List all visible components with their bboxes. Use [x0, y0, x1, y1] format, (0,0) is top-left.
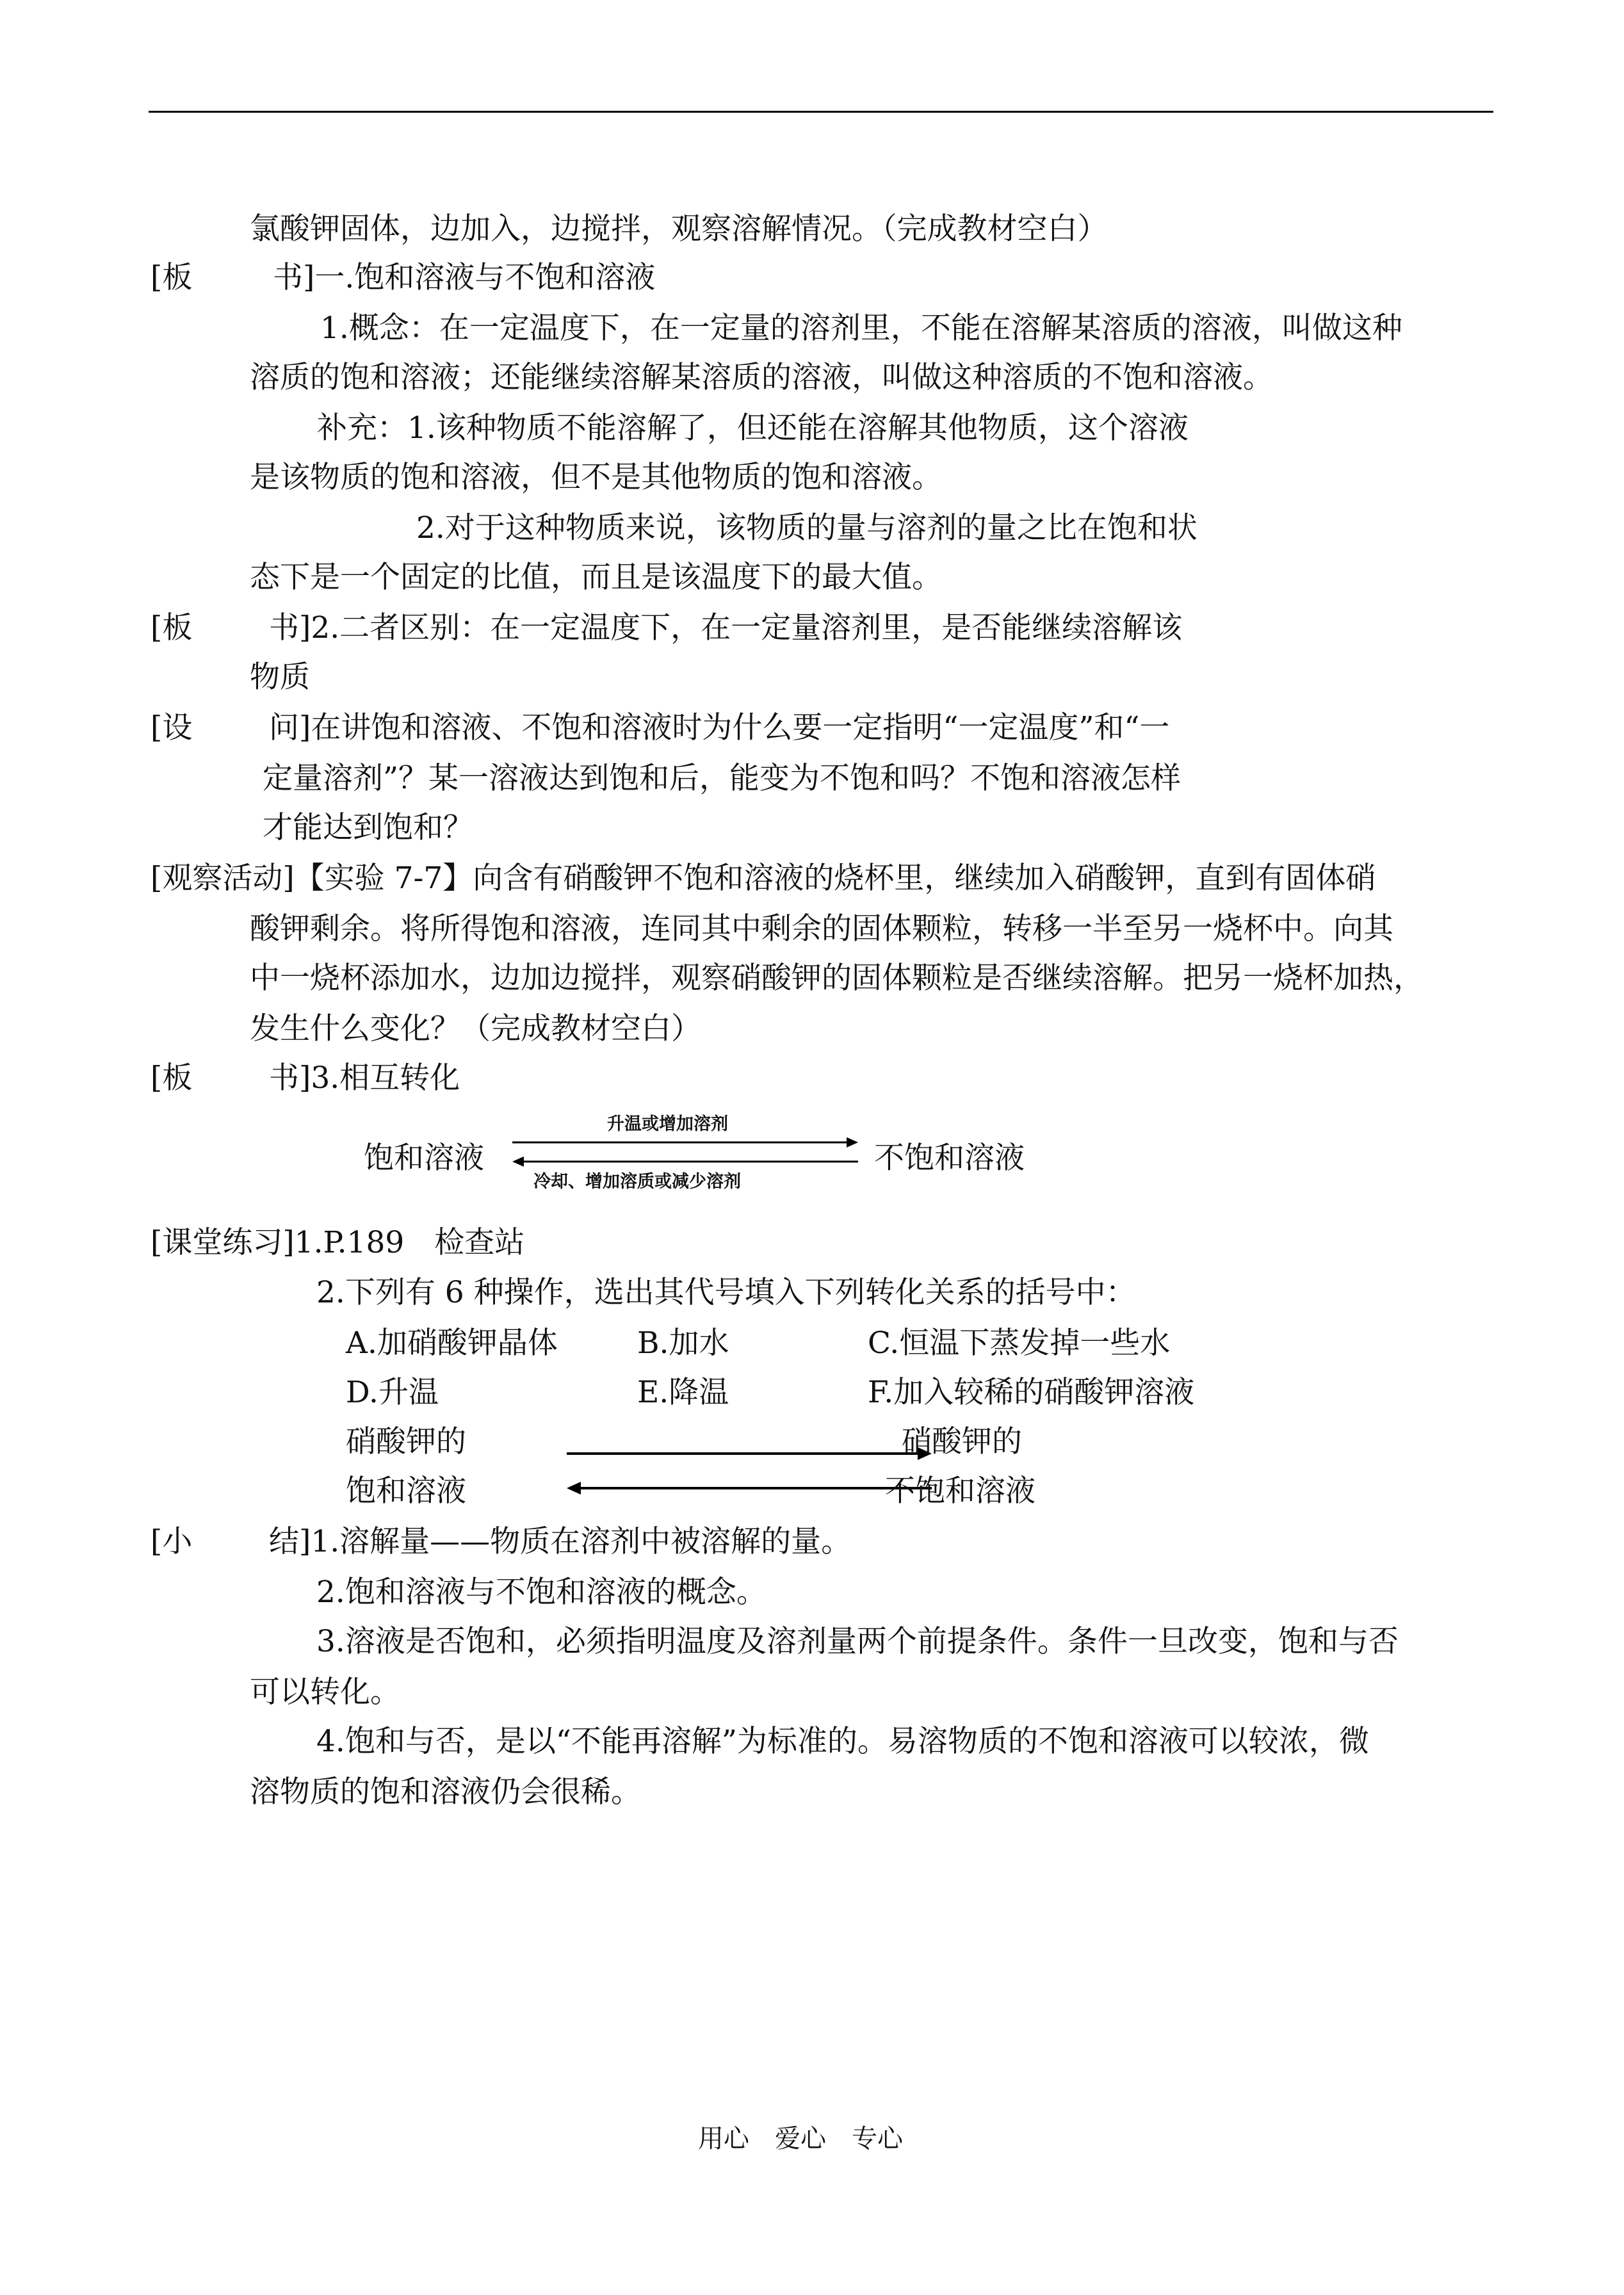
text-line: 可以转化。 [250, 1675, 400, 1710]
option-c: C.恒温下蒸发掉一些水 [868, 1326, 1171, 1361]
option-e: E.降温 [637, 1375, 729, 1410]
page-footer: 用心 爱心 专心 [698, 2124, 903, 2153]
text-line: 书]3.相互转化 [269, 1060, 460, 1096]
option-a: A.加硝酸钾晶体 [346, 1326, 558, 1361]
text-line: 酸钾剩余。将所得饱和溶液，连同其中剩余的固体颗粒，转移一半至另一烧杯中。向其 [250, 911, 1393, 946]
backward-condition-label: 冷却、增加溶质或减少溶剂 [533, 1172, 741, 1192]
text-line: 才能达到饱和？ [263, 810, 473, 845]
text-line: [课堂练习]1.P.189 检查站 [150, 1225, 525, 1260]
saturated-solution-label: 饱和溶液 [364, 1140, 484, 1176]
text-line: 溶质的饱和溶液；还能继续溶解某溶质的溶液，叫做这种溶质的不饱和溶液。 [250, 360, 1273, 395]
text-line: 问]在讲饱和溶液、不饱和溶液时为什么要一定指明“一定温度”和“一 [269, 710, 1170, 745]
option-b: B.加水 [637, 1326, 729, 1361]
text-line: 1.概念：在一定温度下，在一定量的溶剂里，不能在溶解某溶质的溶液，叫做这种 [320, 311, 1402, 346]
text-line: 结]1.溶解量——物质在溶剂中被溶解的量。 [269, 1524, 852, 1559]
section-tag: [板 [150, 610, 193, 645]
text-line: 发生什么变化？（完成教材空白） [250, 1011, 701, 1046]
text-line: 2.饱和溶液与不饱和溶液的概念。 [316, 1575, 767, 1610]
exercise-arrows [567, 1446, 932, 1497]
text-line: 定量溶剂”？某一溶液达到饱和后，能变为不饱和吗？不饱和溶液怎样 [263, 761, 1181, 796]
section-heading: 书]一.饱和溶液与不饱和溶液 [273, 260, 656, 295]
text-line: 4.饱和与否，是以“不能再溶解”为标准的。易溶物质的不饱和溶液可以较浓，微 [316, 1724, 1369, 1759]
text-line: 是该物质的饱和溶液，但不是其他物质的饱和溶液。 [250, 460, 942, 495]
section-tag: [板 [150, 260, 193, 295]
text-line: 溶物质的饱和溶液仍会很稀。 [250, 1774, 641, 1810]
text-line: 书]2.二者区别：在一定温度下，在一定量溶剂里，是否能继续溶解该 [269, 610, 1183, 645]
text-line: 氯酸钾固体，边加入，边搅拌，观察溶解情况。（完成教材空白） [250, 211, 1108, 247]
text-line: 态下是一个固定的比值，而且是该温度下的最大值。 [250, 560, 942, 595]
text-line: 2.下列有 6 种操作，选出其代号填入下列转化关系的括号中： [316, 1275, 1136, 1310]
header-rule [149, 111, 1493, 113]
conversion-arrows [512, 1136, 858, 1168]
forward-condition-label: 升温或增加溶剂 [607, 1114, 728, 1134]
section-tag: [小 [150, 1524, 193, 1559]
text-line: 物质 [250, 660, 310, 695]
option-f: F.加入较稀的硝酸钾溶液 [868, 1375, 1195, 1410]
text-line: 2.对于这种物质来说，该物质的量与溶剂的量之比在饱和状 [416, 510, 1198, 546]
section-tag: [设 [150, 710, 193, 745]
text-line: 补充：1.该种物质不能溶解了，但还能在溶解其他物质，这个溶液 [317, 410, 1189, 446]
text-line: [观察活动]【实验 7-7】向含有硝酸钾不饱和溶液的烧杯里，继续加入硝酸钾，直到有固体硝 [150, 861, 1376, 896]
text-line: 中一烧杯添加水，边加边搅拌，观察硝酸钾的固体颗粒是否继续溶解。把另一烧杯加热， [250, 961, 1424, 996]
exercise-left-bottom: 饱和溶液 [346, 1473, 466, 1509]
exercise-right-bottom: 不饱和溶液 [885, 1473, 1035, 1509]
section-tag: [板 [150, 1060, 193, 1096]
unsaturated-solution-label: 不饱和溶液 [874, 1140, 1025, 1176]
exercise-right-top: 硝酸钾的 [902, 1424, 1022, 1459]
exercise-left-top: 硝酸钾的 [346, 1424, 466, 1459]
text-line: 3.溶液是否饱和，必须指明温度及溶剂量两个前提条件。条件一旦改变，饱和与否 [316, 1624, 1399, 1659]
option-d: D.升温 [346, 1375, 439, 1410]
